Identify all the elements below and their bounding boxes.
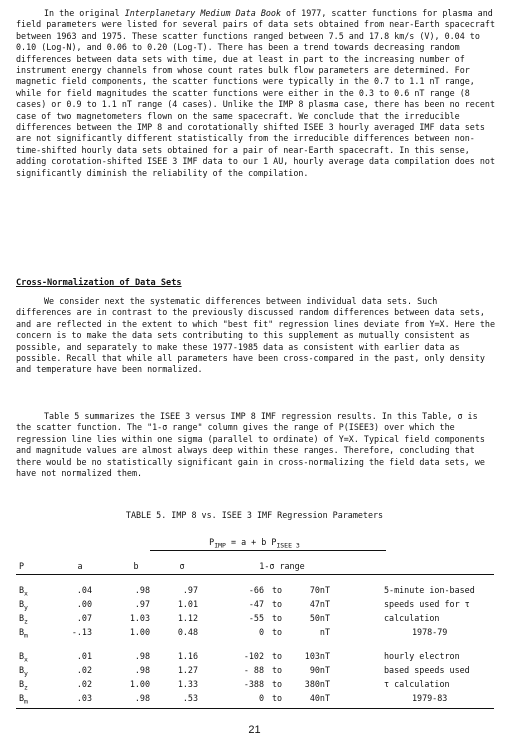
- range-high-cell: 47nT: [309, 599, 330, 609]
- param-cell: $B_m$: [19, 627, 28, 640]
- range-high-cell: 103nT: [304, 651, 330, 661]
- range-low-cell: -102: [243, 651, 264, 661]
- param-cell: $B_y$: [19, 599, 28, 612]
- a-cell: .07: [76, 613, 92, 623]
- param-cell: $B_z$: [19, 613, 28, 626]
- range-low-cell: 0: [258, 627, 264, 637]
- group-1-note-4: 1978-79: [412, 627, 448, 637]
- range-low-cell: 0: [258, 693, 264, 703]
- a-cell: -.13: [71, 627, 92, 637]
- b-cell: .98: [134, 693, 150, 703]
- range-low-cell: - 88: [243, 665, 264, 675]
- b-cell: .97: [134, 599, 150, 609]
- sigma-cell: .53: [182, 693, 198, 703]
- paragraph-2: We consider next the systematic differences between individual data sets. Such differences are in contrast to the previously discussed random differences between data sets, and are reflected in the extent to which "best fit" regression lines deviate from Y=X. Here the concern is to make the data sets contributing to this supplement as mutually consistent as possible, and separately to make these 1977-1985 data as consistent with earlier data as possible. Recall that while all parameters have been cross-compared in the past, only density and temperature have been normalized.: [16, 296, 496, 375]
- range-low-cell: -55: [248, 613, 264, 623]
- formula-lhs: P: [209, 537, 215, 547]
- param-cell: $B_x$: [19, 585, 28, 598]
- a-cell: .02: [76, 679, 92, 689]
- range-high-cell: 90nT: [309, 665, 330, 675]
- range-high-cell: nT: [319, 627, 330, 637]
- group-2-note-4: 1979-83: [412, 693, 448, 703]
- b-cell: .98: [134, 665, 150, 675]
- param-cell: $B_z$: [19, 679, 28, 692]
- sigma-cell: 1.16: [177, 651, 198, 661]
- range-low-cell: -66: [248, 585, 264, 595]
- section-heading: Cross-Normalization of Data Sets: [16, 278, 182, 288]
- sigma-cell: .97: [182, 585, 198, 595]
- group-2-note-1: hourly electron: [384, 651, 460, 661]
- param-cell: $B_x$: [19, 651, 28, 664]
- header-range: 1-σ range: [259, 561, 305, 571]
- range-to-cell: to: [272, 651, 283, 661]
- range-to-cell: to: [272, 665, 283, 675]
- header-a: a: [77, 561, 83, 571]
- sigma-cell: 1.27: [177, 665, 198, 675]
- range-high-cell: 50nT: [309, 613, 330, 623]
- a-cell: .03: [76, 693, 92, 703]
- range-low-cell: -388: [243, 679, 264, 689]
- paragraph-3: Table 5 summarizes the ISEE 3 versus IMP 8 IMF regression results. In this Table, σ is the scatter function. The "1-σ range" column gives the range of P(ISEE3) over which the regression line lies within one sigma (parallel to ordinate) of Y=X. Typical field components and magnitude values are almost always deep within these ranges. Therefore, concluding that there would be no statistically significant gain in cross-normalizing the field data sets, we have not normalized them.: [16, 411, 485, 479]
- group-1-note-3: calculation: [384, 613, 440, 623]
- param-cell: $B_m$: [19, 693, 28, 706]
- group-1-note-2: speeds used for τ: [384, 599, 470, 609]
- book-title: Interplanetary Medium Data Book: [124, 8, 281, 18]
- table-header-rule: [150, 550, 386, 551]
- a-cell: .01: [76, 651, 92, 661]
- b-cell: 1.00: [129, 627, 150, 637]
- paragraph-1: [16, 8, 496, 179]
- a-cell: .00: [76, 599, 92, 609]
- range-high-cell: 40nT: [309, 693, 330, 703]
- regression-formula: [0, 537, 509, 550]
- table-bottom-rule: [16, 708, 494, 709]
- range-low-cell: -47: [248, 599, 264, 609]
- b-cell: .98: [134, 651, 150, 661]
- formula-lhs-subscript: IMP: [214, 541, 226, 550]
- formula-middle: = a + b P: [225, 537, 277, 547]
- header-sigma: σ: [179, 561, 185, 571]
- group-2-note-3: τ calculation: [384, 679, 450, 689]
- range-high-cell: 380nT: [304, 679, 330, 689]
- sigma-cell: 1.01: [177, 599, 198, 609]
- range-to-cell: to: [272, 679, 283, 689]
- formula-rhs-subscript: ISEE 3: [276, 541, 300, 550]
- range-to-cell: to: [272, 627, 283, 637]
- paragraph-1-body: of 1977, scatter functions for plasma and field parameters were listed for several pairs of data sets obtained from near-Earth spacecraft between 1963 and 1975. These scatter functions ranged between 7.5 and 17.8 km/s (V), 0.04 to 0.10 (Log-N), and 0.06 to 0.20 (Log-T). There has been a trend towards decreasing random differences between data sets with time, due at least in part to the increasing number of instrument energy channels from whose count rates bulk flow parameters are determined. For magnetic field components, the scatter functions were typically in the 0.7 to 1.1 nT range, while for field magnitudes the scatter functions were either in the 0.3 to 0.6 nT range (8 cases) or 0.9 to 1.1 nT range (4 cases). Unlike the IMP 8 plasma case, there has been no recent case of two magnetometers flown on the same spacecraft. We conclude that the irreducible differences between the IMP 8 and corotationally shifted ISEE 3 hourly averaged IMF data sets are not significantly different statistically from the irreducible differences between non-time-shifted hourly data sets obtained for a pair of near-Earth spacecraft. In this sense, adding corotation-shifted ISEE 3 IMF data to our 1 AU, hourly average data compilation does not significantly diminish the reliability of the compilation.: [16, 8, 496, 178]
- group-2-note-2: based speeds used: [384, 665, 470, 675]
- range-high-cell: 70nT: [309, 585, 330, 595]
- a-cell: .04: [76, 585, 92, 595]
- header-p: P: [19, 561, 25, 571]
- b-cell: .98: [134, 585, 150, 595]
- page-number: 21: [248, 724, 261, 736]
- range-to-cell: to: [272, 599, 283, 609]
- group-1-note-1: 5-minute ion-based: [384, 585, 475, 595]
- sigma-cell: 1.12: [177, 613, 198, 623]
- sigma-cell: 1.33: [177, 679, 198, 689]
- sigma-cell: 0.48: [177, 627, 198, 637]
- param-cell: $B_y$: [19, 665, 28, 678]
- b-cell: 1.03: [129, 613, 150, 623]
- paragraph-1-lead: In the original: [44, 8, 120, 18]
- range-to-cell: to: [272, 613, 283, 623]
- header-b: b: [133, 561, 139, 571]
- range-to-cell: to: [272, 693, 283, 703]
- table-columns-rule: [16, 574, 494, 575]
- range-to-cell: to: [272, 585, 283, 595]
- table-title: TABLE 5. IMP 8 vs. ISEE 3 IMF Regression Parameters: [125, 510, 384, 520]
- a-cell: .02: [76, 665, 92, 675]
- b-cell: 1.00: [129, 679, 150, 689]
